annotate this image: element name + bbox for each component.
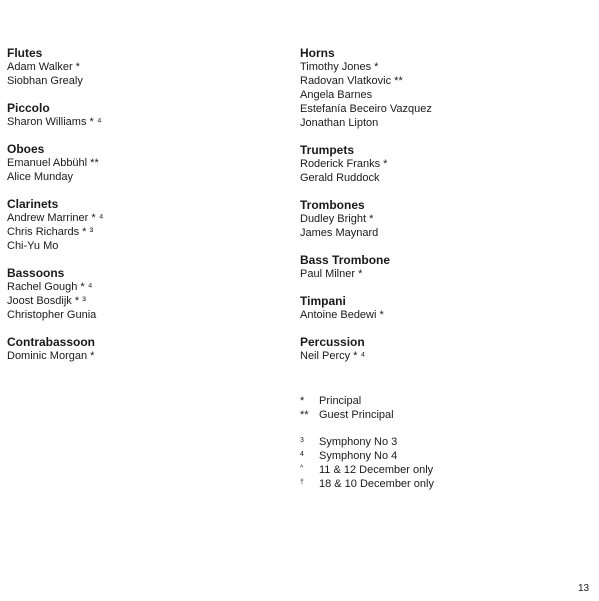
legend-text: Principal [319,395,362,407]
legend-row [300,408,590,422]
legend-symbol: ** [300,409,309,421]
section-oboes [7,142,277,184]
legend-text: Guest Principal [319,409,394,421]
legend-row [300,463,590,477]
player-name: Christopher Gunia [7,309,97,321]
section-horns [300,46,590,130]
section-contrabassoon [7,335,277,363]
legend-text: Symphony No 4 [319,450,398,462]
legend-symbol: † [300,479,304,486]
player-name: Joost Bosdijk * ³ [7,295,86,307]
player-name: Chris Richards * ³ [7,226,94,238]
player-name: Alice Munday [7,171,74,183]
section-heading: Bassoons [7,266,65,280]
section-bassoons [7,266,277,322]
section-heading: Flutes [7,46,43,60]
player-name: Radovan Vlatkovic ** [300,75,403,87]
player-name: Sharon Williams * ⁴ [7,116,102,128]
section-heading: Clarinets [7,197,59,211]
section-heading: Piccolo [7,101,50,115]
player-name: Chi-Yu Mo [7,240,59,252]
player-name: Angela Barnes [300,89,373,101]
player-name: James Maynard [300,227,379,239]
legend-text: 11 & 12 December only [319,464,434,476]
player-name: Emanuel Abbühl ** [7,157,99,169]
section-bass-trombone [300,253,590,281]
section-timpani [300,294,590,322]
player-name: Timothy Jones * [300,61,379,73]
section-trombones [300,198,590,240]
player-name: Dominic Morgan * [7,350,95,362]
section-heading: Horns [300,46,335,60]
section-heading: Trombones [300,198,365,212]
legend [300,394,590,504]
player-name: Jonathan Lipton [300,117,379,129]
roster-right-column [300,46,590,376]
section-heading: Oboes [7,142,45,156]
player-name: Roderick Franks * [300,158,388,170]
section-trumpets [300,143,590,185]
player-name: Estefanía Beceiro Vazquez [300,103,432,115]
player-name: Paul Milner * [300,268,363,280]
section-heading: Trumpets [300,143,355,157]
player-name: Andrew Marriner * ⁴ [7,212,104,224]
section-flutes [7,46,277,88]
section-heading: Bass Trombone [300,253,391,267]
player-name: Adam Walker * [7,61,80,73]
section-heading: Contrabassoon [7,335,96,349]
legend-symbol: 3 [300,437,304,444]
player-name: Gerald Ruddock [300,172,380,184]
section-heading: Timpani [300,294,346,308]
legend-symbol: 4 [300,451,304,458]
player-name: Siobhan Grealy [7,75,83,87]
player-name: Rachel Gough * ⁴ [7,281,93,293]
player-name: Antoine Bedewi * [300,309,384,321]
player-name: Dudley Bright * [300,213,374,225]
legend-symbol: * [300,395,305,407]
section-clarinets [7,197,277,253]
legend-notes [300,435,590,491]
section-percussion [300,335,590,363]
legend-text: 18 & 10 December only [319,478,434,490]
page-number: 13 [578,583,590,594]
legend-row [300,477,590,491]
player-name: Neil Percy * ⁴ [300,350,366,362]
legend-rank-symbols [300,394,590,422]
legend-row [300,449,590,463]
legend-text: Symphony No 3 [319,436,398,448]
legend-row [300,394,590,408]
roster-left-column [7,46,277,376]
section-heading: Percussion [300,335,365,349]
section-piccolo [7,101,277,129]
legend-row [300,435,590,449]
legend-symbol: ^ [300,465,304,472]
